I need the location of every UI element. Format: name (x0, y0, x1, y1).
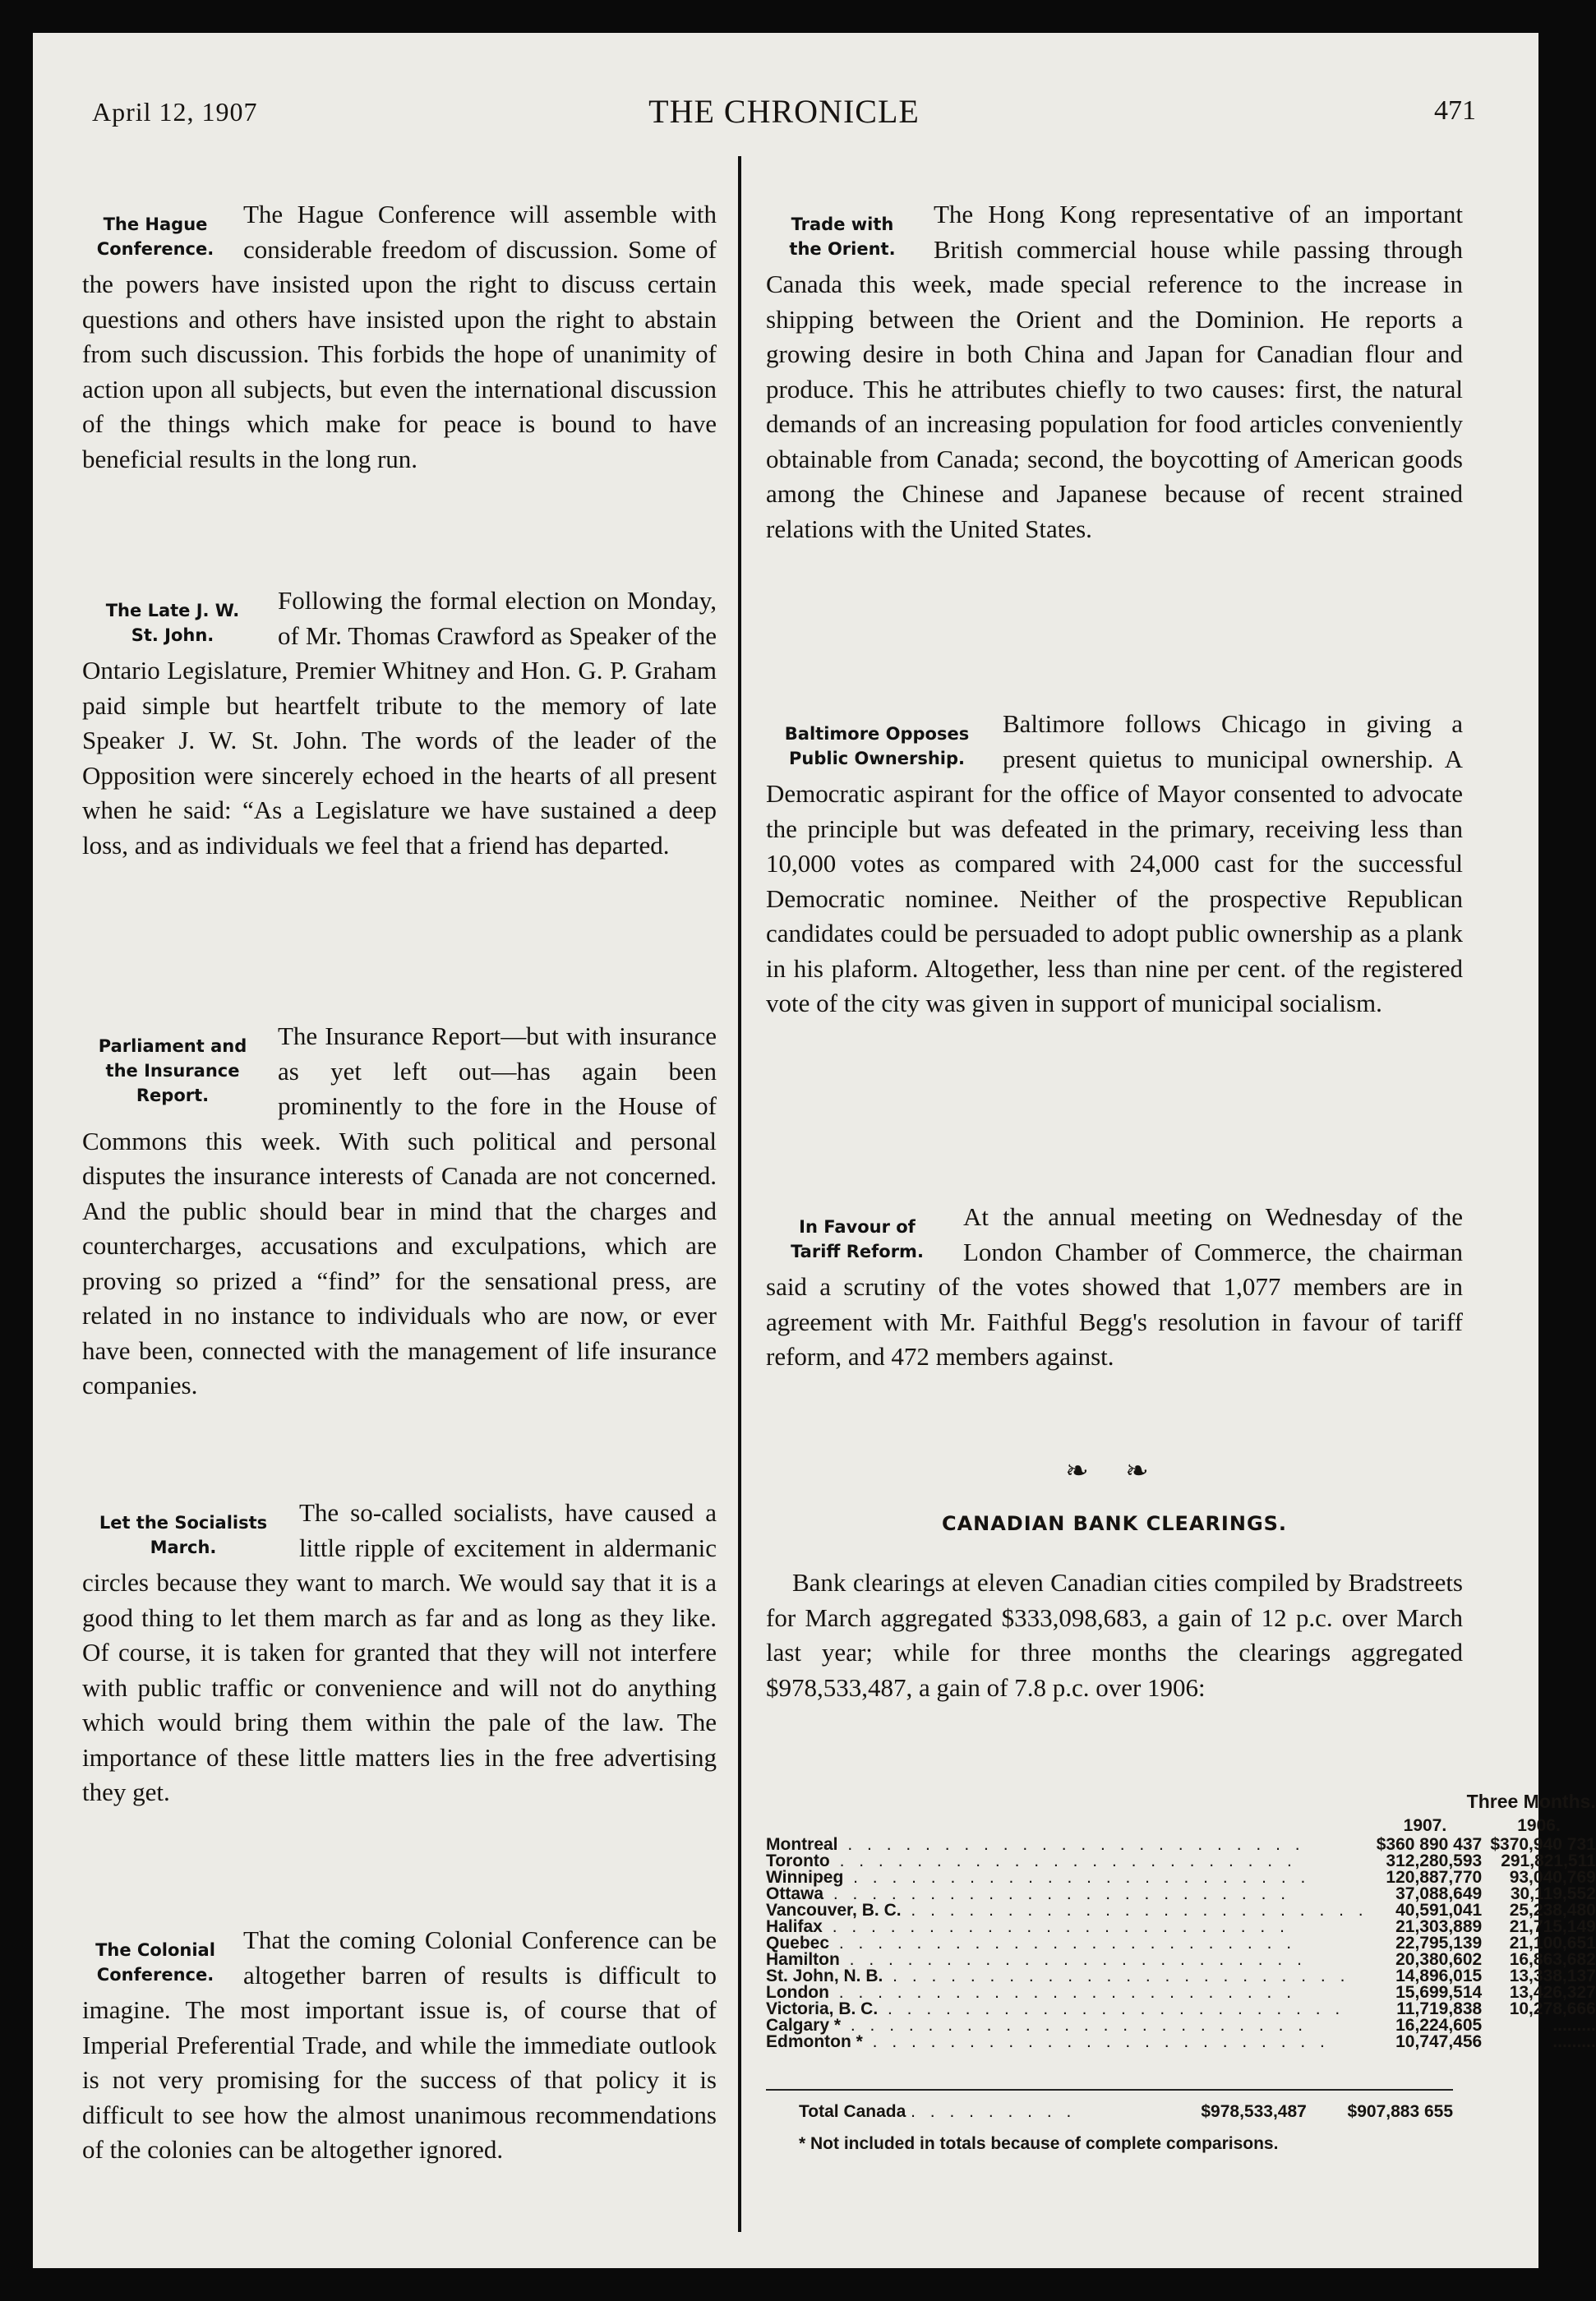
clearings-table-body (766, 1787, 1596, 2050)
city-name: London (766, 1983, 829, 2002)
newspaper-page (33, 33, 1596, 2268)
article-body: and personal disputes the insurance interests of Canada are not concerned. And the public should bear in mind that the charges and countercharges, accusations and exculpations, which are proving so prized a “find” for the sensational press, are related in no instance to individuals who are now, or ever have been, connected with the management of life insurance companies. (82, 1126, 717, 1400)
publication-title: THE CHRONICLE (648, 93, 920, 130)
clearings-row: St. John, N. B. . . . . . . . . . . . . . . . . . . . . . . . . 14,896,015 13,338,137 (766, 1967, 1596, 1985)
clearings-period-row (766, 1787, 1596, 1815)
clearings-table (766, 1787, 1596, 2050)
value-1907: 21,303,889 (1395, 1917, 1483, 1936)
value-1906: 10,278,666 (1509, 1999, 1596, 2018)
clearings-footnote: * Not included in totals because of complete comparisons. (799, 2134, 1279, 2153)
article-lead: At the annual meeting on Wednesday of the London Chamber of Commerce, the chairman said a scrutiny of the votes showed (766, 1202, 1463, 1301)
city-name: Edmonton * (766, 2032, 863, 2051)
article-heading: Parliament and the Insurance Report. (98, 1036, 247, 1105)
total-1907: $978,533,487 (1201, 2102, 1307, 2121)
clearings-row: Victoria, B. C. . . . . . . . . . . . . . . . . . . . . . . . . 11,719,838 10,278,666 (766, 1999, 1596, 2018)
value-1906: $370,940 731 (1490, 1835, 1596, 1854)
clearings-row: Winnipeg . . . . . . . . . . . . . . . . . . . . . . . . 120,887,770 93,040,769 (766, 1868, 1596, 1887)
clearings-row: London . . . . . . . . . . . . . . . . . . . . . . . . 15,699,514 13,426,327 (766, 1983, 1596, 2002)
value-1906: 21,100,651 (1509, 1934, 1596, 1953)
city-name: Quebec (766, 1934, 830, 1953)
clearings-intro-text: Bank clearings at eleven Canadian cities compiled by Bradstreets for March aggregated $333,098,683, a gain of 12 p.c. over March last year; while for three months the clearings aggregated $978,533,487, a gain of 7.8 p.c. over 1906: (766, 1568, 1463, 1702)
value-1906: 93,040,769 (1509, 1868, 1596, 1887)
article-hague-conference (82, 197, 717, 477)
city-name: Victoria, B. C. (766, 1999, 879, 2018)
value-1906: 16,863,682 (1509, 1950, 1596, 1969)
clearings-row: Calgary * . . . . . . . . . . . . . . . . . . . . . . . . 16,224,605 ......... (766, 2016, 1596, 2035)
article-late-st-john (82, 583, 717, 863)
value-1907: 10,747,456 (1395, 2032, 1483, 2051)
value-1907: 120,887,770 (1386, 1868, 1483, 1887)
article-heading: Trade with the Orient. (789, 214, 896, 259)
article-heading: In Favour of Tariff Reform. (791, 1217, 924, 1261)
clearings-row: Hamilton . . . . . . . . . . . . . . . . . . . . . . . . 20,380,602 16,863,682 (766, 1950, 1596, 1969)
article-heading: The Late J. W. St. John. (105, 601, 240, 645)
city-name: Halifax (766, 1917, 823, 1936)
article-heading: Let the Socialists March. (99, 1513, 268, 1557)
clearings-title: CANADIAN BANK CLEARINGS. (941, 1512, 1288, 1535)
article-lead: The so-called socialists, have caused a little ripple of excitement in aldermanic circles because they want to march. (82, 1498, 717, 1597)
total-1906: $907,883 655 (1347, 2102, 1453, 2121)
clearings-intro (766, 1566, 1463, 1705)
city-name: Toronto (766, 1851, 830, 1870)
article-socialists-march (82, 1496, 717, 1810)
clearings-row: Toronto . . . . . . . . . . . . . . . . . . . . . . . . 312,280,593 291,821,511 (766, 1851, 1596, 1870)
article-body: the increase in shipping between the Orient and the Dominion. He reports a growing desire in both China and Japan for Canadian flour and produce. This he attributes chiefly to two causes: first, the natural demands of an increasing population for food articles conveniently obtainable from Canada; second, the boycotting of American goods among the Chinese and Japanese because of recent strained relations with the United States. (766, 270, 1463, 543)
article-body: Whitney and Hon. G. P. Graham paid simple but heartfelt tribute to the memory of late Speaker J. W. St. John. The words of the leader of the Opposition were sincerely echoed in the hearts of all present when he said: “As a Legislature we have sustained a deep loss, and as individuals we feel that a friend has departed. (82, 656, 717, 860)
article-lead: The Hague Conference will assemble with considerable freedom of discussion. Some of the powers have insisted upon the right to discuss (82, 200, 717, 298)
value-1906: ......... (1552, 2016, 1596, 2035)
article-body: certain questions and others have insisted upon the right to abstain from such discussion. This forbids the hope of unanimity of action upon all subjects, but even the international discussion of the things which make for peace is bound to have beneficial results in the long run. (82, 270, 717, 473)
city-name: Vancouver, B. C. (766, 1901, 902, 1920)
article-heading: Baltimore Opposes Public Ownership. (784, 724, 970, 768)
value-1907: $360 890 437 (1376, 1835, 1483, 1854)
page-header (92, 89, 1476, 138)
value-1907: 15,699,514 (1395, 1983, 1483, 2002)
city-name: Winnipeg (766, 1868, 844, 1887)
city-name: Montreal (766, 1835, 838, 1854)
column-divider (738, 156, 741, 2232)
total-label: Total Canada (799, 2102, 906, 2121)
article-lead: The Hong Kong representative of an important British commercial house while passing through Canada this week, made special reference to (766, 200, 1463, 298)
article-body: course that of Imperial Preferential Trade, and while the immediate outlook is not very promising for the success of that policy it is difficult to see how the almost unanimous recommendations of the colonies can be altogether ignored. (82, 1995, 717, 2164)
clearings-year-row (766, 1815, 1596, 1837)
city-name: Ottawa (766, 1884, 824, 1903)
clearings-row: Quebec . . . . . . . . . . . . . . . . . . . . . . . . 22,795,139 21,100,651 (766, 1934, 1596, 1953)
article-heading: The Hague Conference. (96, 214, 214, 259)
article-lead: Baltimore follows Chicago in giving a present quietus to municipal ownership. A Democratic aspirant for the (766, 709, 1463, 808)
article-body: office of Mayor consented to advocate the principle but was defeated in the primary, receiving less than 10,000 votes as compared with 24,000 cast for the successful Democratic nominee. Neither of the prospective Republican candidates could be persuaded to adopt public ownership as a plank in his plaform. Altogether, less than nine per cent. of the registered vote of the city was given in support of municipal socialism. (766, 779, 1464, 1017)
clearings-row: Halifax . . . . . . . . . . . . . . . . . . . . . . . . 21,303,889 21,715,149 (766, 1917, 1596, 1936)
value-1907: 14,896,015 (1395, 1967, 1483, 1985)
city-name: Calgary * (766, 2016, 842, 2035)
value-1907: 40,591,041 (1395, 1901, 1483, 1920)
article-baltimore (766, 707, 1463, 1021)
article-lead: That the coming Colonial Conference can be altogether barren of results is difficult to imagine. The most important issue is, of (82, 1925, 717, 2024)
ornament-fleurons: ❧ ❧ (1065, 1456, 1164, 1487)
article-insurance-report (82, 1019, 717, 1404)
article-body: that 1,077 members are in agreement with Mr. Faithful Begg's resolution in favour of tariff reform, and 472 members against. (766, 1272, 1463, 1371)
city-name: Hamilton (766, 1950, 840, 1969)
value-1907: 20,380,602 (1395, 1950, 1483, 1969)
value-1906: 25,238,480 (1509, 1901, 1596, 1920)
clearings-row: Vancouver, B. C. . . . . . . . . . . . . . . . . . . . . . . . . 40,591,041 25,238,480 (766, 1901, 1596, 1920)
clearings-row: Edmonton * . . . . . . . . . . . . . . . . . . . . . . . . 10,747,456 ......... (766, 2032, 1596, 2051)
value-1907: 312,280,593 (1386, 1851, 1483, 1870)
col-1906-header: 1906. (1517, 1816, 1561, 1835)
issue-date: April 12, 1907 (92, 97, 258, 127)
clearings-total-table (766, 2104, 1453, 2120)
value-1907: 11,719,838 (1396, 1999, 1483, 2018)
article-colonial-conference (82, 1923, 717, 2168)
value-1906: ......... (1552, 2032, 1596, 2051)
article-heading: The Colonial Conference. (95, 1940, 215, 1985)
page-number: 471 (1434, 95, 1476, 126)
value-1907: 16,224,605 (1395, 2016, 1483, 2035)
article-lead: The Insurance Report—but with insurance as yet left out—has again been prominently to the fore in the House of Commons this week. With such political (82, 1021, 717, 1155)
value-1907: 37,088,649 (1395, 1884, 1483, 1903)
article-trade-orient (766, 197, 1463, 546)
clearings-row: Montreal . . . . . . . . . . . . . . . . . . . . . . . . $360 890 437 $370,940 731 (766, 1835, 1596, 1854)
col-1907-header: 1907. (1403, 1816, 1447, 1835)
total-rule (766, 2089, 1453, 2091)
article-tariff-reform (766, 1200, 1463, 1375)
article-lead: Following the formal election on Monday, of Mr. Thomas Crawford as Speaker of the Ontario Legislature, Premier (82, 586, 717, 685)
clearings-row: Ottawa . . . . . . . . . . . . . . . . . . . . . . . . 37,088,649 30,119,552 (766, 1884, 1596, 1903)
value-1906: 13,338,137 (1509, 1967, 1596, 1985)
period-label: Three Months. (1466, 1791, 1596, 1812)
value-1906: 21,715,149 (1509, 1917, 1596, 1936)
value-1906: 13,426,327 (1509, 1983, 1596, 2002)
value-1906: 291,821,511 (1501, 1851, 1596, 1870)
value-1906: 30,119,552 (1510, 1884, 1596, 1903)
article-body: We would say that it is a good thing to let them march as far and as long as they like. Of course, it is taken for granted that they will not interfere with public traffic or convenience and will not do anything which would bring them within the pale of the law. The importance of these little matters lies in the free advertising they get. (82, 1568, 717, 1806)
total-row: Total Canada . . . . . . . . . $978,533,487 $907,883 655 (799, 2102, 1453, 2121)
value-1907: 22,795,139 (1395, 1934, 1483, 1953)
city-name: St. John, N. B. (766, 1967, 883, 1985)
